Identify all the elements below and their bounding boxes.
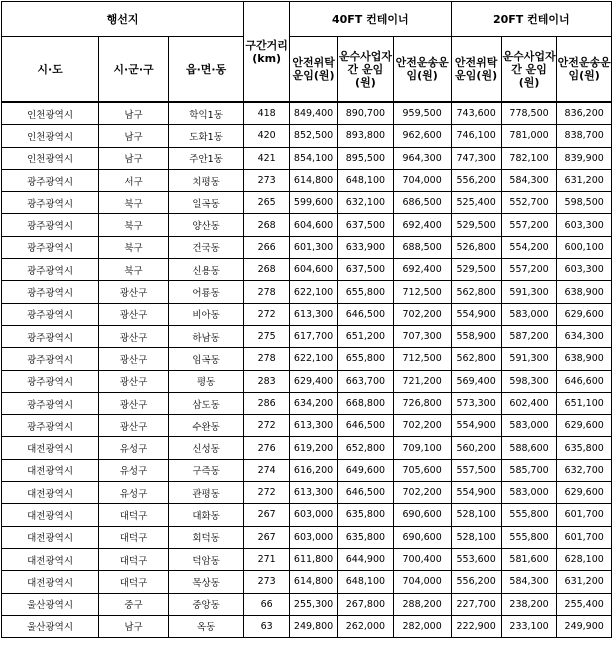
safe-transport-rate-40ft-cell: 688,500 bbox=[393, 236, 451, 258]
safe-transport-rate-20ft-cell: 631,200 bbox=[557, 571, 612, 593]
carrier-rate-40ft-cell: 655,800 bbox=[338, 281, 394, 303]
distance-cell: 421 bbox=[244, 147, 290, 169]
eupmyeondong-header: 읍·면·동 bbox=[168, 37, 243, 103]
header-row-1 bbox=[2, 2, 612, 37]
sido-cell: 광주광역시 bbox=[2, 370, 99, 392]
sido-cell: 광주광역시 bbox=[2, 214, 99, 236]
distance-cell: 268 bbox=[244, 259, 290, 281]
safe-transport-rate-40ft-cell: 702,200 bbox=[393, 415, 451, 437]
safe-consign-rate-20ft-cell: 526,800 bbox=[451, 236, 501, 258]
safe-transport-rate-20ft-cell: 638,900 bbox=[557, 348, 612, 370]
carrier-rate-40ft-cell: 262,000 bbox=[338, 615, 394, 637]
safe-transport-rate-20ft-cell: 638,900 bbox=[557, 281, 612, 303]
sigungu-cell: 광산구 bbox=[99, 281, 169, 303]
eupmyeondong-cell: 치평동 bbox=[168, 169, 243, 191]
safe-consign-rate-40ft-cell: 603,000 bbox=[290, 526, 338, 548]
table-row bbox=[2, 593, 612, 615]
safe-transport-rate-40ft-cell: 702,200 bbox=[393, 303, 451, 325]
rate-table bbox=[1, 1, 612, 638]
eupmyeondong-cell: 목상동 bbox=[168, 571, 243, 593]
carrier-rate-20ft-cell: 555,800 bbox=[501, 504, 557, 526]
safe-consign-rate-40ft-cell: 613,300 bbox=[290, 482, 338, 504]
container-20ft-header: 20FT 컨테이너 bbox=[451, 2, 611, 37]
distance-cell: 265 bbox=[244, 192, 290, 214]
eupmyeondong-cell: 수완동 bbox=[168, 415, 243, 437]
eupmyeondong-cell: 비아동 bbox=[168, 303, 243, 325]
sido-cell: 대전광역시 bbox=[2, 504, 99, 526]
sigungu-cell: 광산구 bbox=[99, 415, 169, 437]
safe-consign-rate-40ft-cell: 255,300 bbox=[290, 593, 338, 615]
safe-transport-rate-20ft-cell: 836,200 bbox=[557, 102, 612, 125]
safe-transport-rate-40ft-cell: 686,500 bbox=[393, 192, 451, 214]
safe-consign-rate-40ft-cell: 614,800 bbox=[290, 169, 338, 191]
sigungu-cell: 유성구 bbox=[99, 482, 169, 504]
table-row bbox=[2, 102, 612, 125]
safe-consign-rate-40ft-header: 안전위탁운임(원) bbox=[290, 37, 338, 103]
sido-cell: 대전광역시 bbox=[2, 437, 99, 459]
eupmyeondong-cell: 하남동 bbox=[168, 325, 243, 347]
distance-cell: 66 bbox=[244, 593, 290, 615]
table-row bbox=[2, 348, 612, 370]
safe-transport-rate-20ft-cell: 838,700 bbox=[557, 125, 612, 147]
carrier-rate-20ft-cell: 583,000 bbox=[501, 482, 557, 504]
carrier-rate-20ft-header: 운수사업자간 운임(원) bbox=[501, 37, 557, 103]
safe-consign-rate-40ft-cell: 634,200 bbox=[290, 392, 338, 414]
carrier-rate-40ft-cell: 632,100 bbox=[338, 192, 394, 214]
safe-consign-rate-20ft-cell: 556,200 bbox=[451, 571, 501, 593]
sigungu-header: 시·군·구 bbox=[99, 37, 169, 103]
safe-transport-rate-40ft-cell: 704,000 bbox=[393, 571, 451, 593]
sigungu-cell: 서구 bbox=[99, 169, 169, 191]
safe-consign-rate-20ft-cell: 747,300 bbox=[451, 147, 501, 169]
eupmyeondong-cell: 주안1동 bbox=[168, 147, 243, 169]
safe-consign-rate-40ft-cell: 604,600 bbox=[290, 259, 338, 281]
eupmyeondong-cell: 평동 bbox=[168, 370, 243, 392]
sigungu-cell: 북구 bbox=[99, 259, 169, 281]
sigungu-cell: 중구 bbox=[99, 593, 169, 615]
carrier-rate-40ft-cell: 668,800 bbox=[338, 392, 394, 414]
container-40ft-header: 40FT 컨테이너 bbox=[290, 2, 451, 37]
table-row bbox=[2, 482, 612, 504]
sigungu-cell: 북구 bbox=[99, 236, 169, 258]
eupmyeondong-cell: 신성동 bbox=[168, 437, 243, 459]
carrier-rate-20ft-cell: 782,100 bbox=[501, 147, 557, 169]
safe-consign-rate-40ft-cell: 613,300 bbox=[290, 303, 338, 325]
eupmyeondong-cell: 어룡동 bbox=[168, 281, 243, 303]
safe-transport-rate-20ft-cell: 603,300 bbox=[557, 214, 612, 236]
safe-consign-rate-40ft-cell: 629,400 bbox=[290, 370, 338, 392]
sido-cell: 울산광역시 bbox=[2, 615, 99, 637]
safe-transport-rate-20ft-cell: 629,600 bbox=[557, 482, 612, 504]
sido-cell: 대전광역시 bbox=[2, 459, 99, 481]
table-row bbox=[2, 236, 612, 258]
safe-transport-rate-40ft-cell: 700,400 bbox=[393, 548, 451, 570]
safe-consign-rate-40ft-cell: 622,100 bbox=[290, 281, 338, 303]
eupmyeondong-cell: 일곡동 bbox=[168, 192, 243, 214]
sigungu-cell: 광산구 bbox=[99, 325, 169, 347]
eupmyeondong-cell: 관평동 bbox=[168, 482, 243, 504]
sigungu-cell: 북구 bbox=[99, 214, 169, 236]
safe-transport-rate-20ft-cell: 839,900 bbox=[557, 147, 612, 169]
safe-transport-rate-40ft-cell: 282,000 bbox=[393, 615, 451, 637]
safe-transport-rate-20ft-cell: 600,100 bbox=[557, 236, 612, 258]
safe-transport-rate-20ft-cell: 632,700 bbox=[557, 459, 612, 481]
safe-consign-rate-20ft-cell: 562,800 bbox=[451, 348, 501, 370]
carrier-rate-20ft-cell: 583,000 bbox=[501, 415, 557, 437]
safe-consign-rate-20ft-cell: 743,600 bbox=[451, 102, 501, 125]
safe-consign-rate-20ft-cell: 227,700 bbox=[451, 593, 501, 615]
safe-transport-rate-20ft-cell: 651,100 bbox=[557, 392, 612, 414]
sido-cell: 인천광역시 bbox=[2, 147, 99, 169]
sigungu-cell: 광산구 bbox=[99, 392, 169, 414]
sido-cell: 광주광역시 bbox=[2, 281, 99, 303]
safe-consign-rate-20ft-cell: 560,200 bbox=[451, 437, 501, 459]
distance-cell: 272 bbox=[244, 415, 290, 437]
safe-consign-rate-20ft-cell: 558,900 bbox=[451, 325, 501, 347]
sigungu-cell: 광산구 bbox=[99, 348, 169, 370]
region-group-header: 행선지 bbox=[2, 2, 244, 37]
carrier-rate-20ft-cell: 238,200 bbox=[501, 593, 557, 615]
distance-cell: 63 bbox=[244, 615, 290, 637]
safe-consign-rate-40ft-cell: 613,300 bbox=[290, 415, 338, 437]
carrier-rate-40ft-cell: 646,500 bbox=[338, 482, 394, 504]
safe-transport-rate-20ft-cell: 255,400 bbox=[557, 593, 612, 615]
carrier-rate-40ft-cell: 663,700 bbox=[338, 370, 394, 392]
safe-consign-rate-20ft-cell: 553,600 bbox=[451, 548, 501, 570]
safe-transport-rate-40ft-cell: 690,600 bbox=[393, 526, 451, 548]
safe-consign-rate-40ft-cell: 614,800 bbox=[290, 571, 338, 593]
eupmyeondong-cell: 임곡동 bbox=[168, 348, 243, 370]
safe-transport-rate-40ft-cell: 692,400 bbox=[393, 214, 451, 236]
sido-cell: 광주광역시 bbox=[2, 303, 99, 325]
carrier-rate-40ft-cell: 646,500 bbox=[338, 303, 394, 325]
safe-transport-rate-40ft-cell: 707,300 bbox=[393, 325, 451, 347]
distance-header: 구간거리(km) bbox=[244, 2, 290, 103]
distance-cell: 286 bbox=[244, 392, 290, 414]
carrier-rate-20ft-cell: 581,600 bbox=[501, 548, 557, 570]
safe-transport-rate-40ft-cell: 959,500 bbox=[393, 102, 451, 125]
distance-cell: 271 bbox=[244, 548, 290, 570]
carrier-rate-40ft-cell: 893,800 bbox=[338, 125, 394, 147]
eupmyeondong-cell: 대화동 bbox=[168, 504, 243, 526]
carrier-rate-40ft-cell: 637,500 bbox=[338, 214, 394, 236]
safe-transport-rate-20ft-cell: 598,500 bbox=[557, 192, 612, 214]
table-row bbox=[2, 459, 612, 481]
safe-consign-rate-40ft-cell: 622,100 bbox=[290, 348, 338, 370]
carrier-rate-20ft-cell: 555,800 bbox=[501, 526, 557, 548]
safe-consign-rate-20ft-cell: 554,900 bbox=[451, 415, 501, 437]
carrier-rate-40ft-cell: 652,800 bbox=[338, 437, 394, 459]
safe-transport-rate-20ft-cell: 249,900 bbox=[557, 615, 612, 637]
distance-cell: 283 bbox=[244, 370, 290, 392]
safe-transport-rate-20ft-cell: 601,700 bbox=[557, 526, 612, 548]
sigungu-cell: 광산구 bbox=[99, 303, 169, 325]
safe-transport-rate-40ft-cell: 726,800 bbox=[393, 392, 451, 414]
eupmyeondong-cell: 회덕동 bbox=[168, 526, 243, 548]
carrier-rate-20ft-cell: 557,200 bbox=[501, 259, 557, 281]
distance-cell: 276 bbox=[244, 437, 290, 459]
table-row bbox=[2, 259, 612, 281]
carrier-rate-20ft-cell: 588,600 bbox=[501, 437, 557, 459]
carrier-rate-20ft-cell: 584,300 bbox=[501, 571, 557, 593]
safe-consign-rate-40ft-cell: 852,500 bbox=[290, 125, 338, 147]
safe-transport-rate-20ft-cell: 628,100 bbox=[557, 548, 612, 570]
table-row bbox=[2, 192, 612, 214]
sido-cell: 인천광역시 bbox=[2, 125, 99, 147]
carrier-rate-40ft-cell: 637,500 bbox=[338, 259, 394, 281]
table-row bbox=[2, 526, 612, 548]
distance-cell: 278 bbox=[244, 348, 290, 370]
table-row bbox=[2, 548, 612, 570]
carrier-rate-20ft-cell: 233,100 bbox=[501, 615, 557, 637]
eupmyeondong-cell: 양산동 bbox=[168, 214, 243, 236]
distance-cell: 272 bbox=[244, 482, 290, 504]
carrier-rate-40ft-cell: 648,100 bbox=[338, 571, 394, 593]
table-row bbox=[2, 415, 612, 437]
safe-transport-rate-40ft-cell: 692,400 bbox=[393, 259, 451, 281]
header-row-2 bbox=[2, 37, 612, 103]
carrier-rate-20ft-cell: 778,500 bbox=[501, 102, 557, 125]
safe-transport-rate-40ft-cell: 721,200 bbox=[393, 370, 451, 392]
safe-consign-rate-40ft-cell: 599,600 bbox=[290, 192, 338, 214]
sido-cell: 광주광역시 bbox=[2, 169, 99, 191]
safe-consign-rate-20ft-cell: 554,900 bbox=[451, 482, 501, 504]
distance-cell: 272 bbox=[244, 303, 290, 325]
safe-transport-rate-20ft-cell: 634,300 bbox=[557, 325, 612, 347]
safe-transport-rate-40ft-cell: 709,100 bbox=[393, 437, 451, 459]
safe-transport-rate-20ft-cell: 603,300 bbox=[557, 259, 612, 281]
carrier-rate-40ft-cell: 655,800 bbox=[338, 348, 394, 370]
sigungu-cell: 대덕구 bbox=[99, 526, 169, 548]
carrier-rate-20ft-cell: 584,300 bbox=[501, 169, 557, 191]
carrier-rate-40ft-cell: 644,900 bbox=[338, 548, 394, 570]
distance-cell: 274 bbox=[244, 459, 290, 481]
eupmyeondong-cell: 신용동 bbox=[168, 259, 243, 281]
safe-transport-rate-40ft-cell: 964,300 bbox=[393, 147, 451, 169]
safe-transport-rate-40ft-cell: 705,600 bbox=[393, 459, 451, 481]
sido-cell: 광주광역시 bbox=[2, 392, 99, 414]
sido-cell: 대전광역시 bbox=[2, 571, 99, 593]
safe-transport-rate-20ft-cell: 629,600 bbox=[557, 303, 612, 325]
safe-consign-rate-40ft-cell: 849,400 bbox=[290, 102, 338, 125]
carrier-rate-40ft-cell: 890,700 bbox=[338, 102, 394, 125]
table-row bbox=[2, 437, 612, 459]
eupmyeondong-cell: 학익1동 bbox=[168, 102, 243, 125]
eupmyeondong-cell: 중앙동 bbox=[168, 593, 243, 615]
safe-consign-rate-40ft-cell: 604,600 bbox=[290, 214, 338, 236]
safe-consign-rate-20ft-cell: 562,800 bbox=[451, 281, 501, 303]
sido-cell: 광주광역시 bbox=[2, 325, 99, 347]
safe-consign-rate-20ft-cell: 556,200 bbox=[451, 169, 501, 191]
safe-transport-rate-40ft-cell: 702,200 bbox=[393, 482, 451, 504]
table-row bbox=[2, 504, 612, 526]
safe-consign-rate-40ft-cell: 616,200 bbox=[290, 459, 338, 481]
sigungu-cell: 남구 bbox=[99, 125, 169, 147]
distance-cell: 420 bbox=[244, 125, 290, 147]
rate-table-body bbox=[2, 102, 612, 638]
safe-consign-rate-40ft-cell: 601,300 bbox=[290, 236, 338, 258]
safe-transport-rate-20ft-cell: 601,700 bbox=[557, 504, 612, 526]
safe-consign-rate-20ft-cell: 529,500 bbox=[451, 214, 501, 236]
distance-cell: 275 bbox=[244, 325, 290, 347]
distance-cell: 268 bbox=[244, 214, 290, 236]
sigungu-cell: 남구 bbox=[99, 147, 169, 169]
table-row bbox=[2, 303, 612, 325]
safe-consign-rate-40ft-cell: 249,800 bbox=[290, 615, 338, 637]
safe-transport-rate-20ft-header: 안전운송운임(원) bbox=[557, 37, 612, 103]
carrier-rate-40ft-cell: 649,600 bbox=[338, 459, 394, 481]
table-row bbox=[2, 214, 612, 236]
carrier-rate-20ft-cell: 598,300 bbox=[501, 370, 557, 392]
eupmyeondong-cell: 도화1동 bbox=[168, 125, 243, 147]
safe-consign-rate-40ft-cell: 603,000 bbox=[290, 504, 338, 526]
carrier-rate-20ft-cell: 554,200 bbox=[501, 236, 557, 258]
safe-transport-rate-20ft-cell: 646,600 bbox=[557, 370, 612, 392]
safe-transport-rate-20ft-cell: 635,800 bbox=[557, 437, 612, 459]
sigungu-cell: 남구 bbox=[99, 102, 169, 125]
sigungu-cell: 유성구 bbox=[99, 437, 169, 459]
safe-consign-rate-20ft-header: 안전위탁운임(원) bbox=[451, 37, 501, 103]
carrier-rate-40ft-cell: 651,200 bbox=[338, 325, 394, 347]
safe-consign-rate-20ft-cell: 557,500 bbox=[451, 459, 501, 481]
carrier-rate-20ft-cell: 583,000 bbox=[501, 303, 557, 325]
table-row bbox=[2, 392, 612, 414]
carrier-rate-20ft-cell: 591,300 bbox=[501, 348, 557, 370]
sigungu-cell: 대덕구 bbox=[99, 504, 169, 526]
carrier-rate-40ft-header: 운수사업자간 운임(원) bbox=[338, 37, 394, 103]
safe-consign-rate-20ft-cell: 573,300 bbox=[451, 392, 501, 414]
distance-cell: 273 bbox=[244, 571, 290, 593]
safe-transport-rate-40ft-cell: 962,600 bbox=[393, 125, 451, 147]
distance-cell: 266 bbox=[244, 236, 290, 258]
sigungu-cell: 광산구 bbox=[99, 370, 169, 392]
sido-cell: 대전광역시 bbox=[2, 548, 99, 570]
eupmyeondong-cell: 삼도동 bbox=[168, 392, 243, 414]
safe-transport-rate-40ft-cell: 288,200 bbox=[393, 593, 451, 615]
eupmyeondong-cell: 건국동 bbox=[168, 236, 243, 258]
carrier-rate-20ft-cell: 557,200 bbox=[501, 214, 557, 236]
carrier-rate-40ft-cell: 633,900 bbox=[338, 236, 394, 258]
table-row bbox=[2, 147, 612, 169]
table-row bbox=[2, 125, 612, 147]
sido-cell: 광주광역시 bbox=[2, 192, 99, 214]
carrier-rate-40ft-cell: 635,800 bbox=[338, 526, 394, 548]
sigungu-cell: 북구 bbox=[99, 192, 169, 214]
carrier-rate-40ft-cell: 646,500 bbox=[338, 415, 394, 437]
safe-transport-rate-40ft-cell: 690,600 bbox=[393, 504, 451, 526]
eupmyeondong-cell: 옥동 bbox=[168, 615, 243, 637]
safe-consign-rate-20ft-cell: 529,500 bbox=[451, 259, 501, 281]
safe-consign-rate-40ft-cell: 611,800 bbox=[290, 548, 338, 570]
table-row bbox=[2, 571, 612, 593]
eupmyeondong-cell: 덕암동 bbox=[168, 548, 243, 570]
safe-transport-rate-40ft-cell: 712,500 bbox=[393, 348, 451, 370]
carrier-rate-20ft-cell: 591,300 bbox=[501, 281, 557, 303]
safe-transport-rate-20ft-cell: 629,600 bbox=[557, 415, 612, 437]
carrier-rate-20ft-cell: 781,000 bbox=[501, 125, 557, 147]
safe-transport-rate-20ft-cell: 631,200 bbox=[557, 169, 612, 191]
carrier-rate-20ft-cell: 552,700 bbox=[501, 192, 557, 214]
sido-header: 시·도 bbox=[2, 37, 99, 103]
safe-consign-rate-40ft-cell: 854,100 bbox=[290, 147, 338, 169]
sido-cell: 대전광역시 bbox=[2, 526, 99, 548]
safe-transport-rate-40ft-header: 안전운송운임(원) bbox=[393, 37, 451, 103]
distance-cell: 267 bbox=[244, 526, 290, 548]
safe-consign-rate-40ft-cell: 619,200 bbox=[290, 437, 338, 459]
distance-cell: 273 bbox=[244, 169, 290, 191]
safe-transport-rate-40ft-cell: 704,000 bbox=[393, 169, 451, 191]
table-row bbox=[2, 370, 612, 392]
sido-cell: 광주광역시 bbox=[2, 348, 99, 370]
table-row bbox=[2, 615, 612, 637]
safe-transport-rate-40ft-cell: 712,500 bbox=[393, 281, 451, 303]
carrier-rate-20ft-cell: 602,400 bbox=[501, 392, 557, 414]
table-row bbox=[2, 169, 612, 191]
distance-cell: 278 bbox=[244, 281, 290, 303]
sido-cell: 인천광역시 bbox=[2, 102, 99, 125]
table-row bbox=[2, 325, 612, 347]
sido-cell: 울산광역시 bbox=[2, 593, 99, 615]
carrier-rate-20ft-cell: 585,700 bbox=[501, 459, 557, 481]
sigungu-cell: 남구 bbox=[99, 615, 169, 637]
safe-consign-rate-20ft-cell: 528,100 bbox=[451, 504, 501, 526]
safe-consign-rate-20ft-cell: 222,900 bbox=[451, 615, 501, 637]
safe-consign-rate-20ft-cell: 569,400 bbox=[451, 370, 501, 392]
table-row bbox=[2, 281, 612, 303]
sigungu-cell: 대덕구 bbox=[99, 571, 169, 593]
distance-cell: 267 bbox=[244, 504, 290, 526]
carrier-rate-40ft-cell: 267,800 bbox=[338, 593, 394, 615]
sido-cell: 광주광역시 bbox=[2, 236, 99, 258]
carrier-rate-40ft-cell: 635,800 bbox=[338, 504, 394, 526]
distance-cell: 418 bbox=[244, 102, 290, 125]
safe-consign-rate-20ft-cell: 528,100 bbox=[451, 526, 501, 548]
sido-cell: 광주광역시 bbox=[2, 415, 99, 437]
sigungu-cell: 대덕구 bbox=[99, 548, 169, 570]
sido-cell: 광주광역시 bbox=[2, 259, 99, 281]
safe-consign-rate-40ft-cell: 617,700 bbox=[290, 325, 338, 347]
carrier-rate-40ft-cell: 895,500 bbox=[338, 147, 394, 169]
sigungu-cell: 유성구 bbox=[99, 459, 169, 481]
safe-consign-rate-20ft-cell: 746,100 bbox=[451, 125, 501, 147]
eupmyeondong-cell: 구즉동 bbox=[168, 459, 243, 481]
safe-consign-rate-20ft-cell: 525,400 bbox=[451, 192, 501, 214]
carrier-rate-40ft-cell: 648,100 bbox=[338, 169, 394, 191]
sido-cell: 대전광역시 bbox=[2, 482, 99, 504]
safe-consign-rate-20ft-cell: 554,900 bbox=[451, 303, 501, 325]
carrier-rate-20ft-cell: 587,200 bbox=[501, 325, 557, 347]
